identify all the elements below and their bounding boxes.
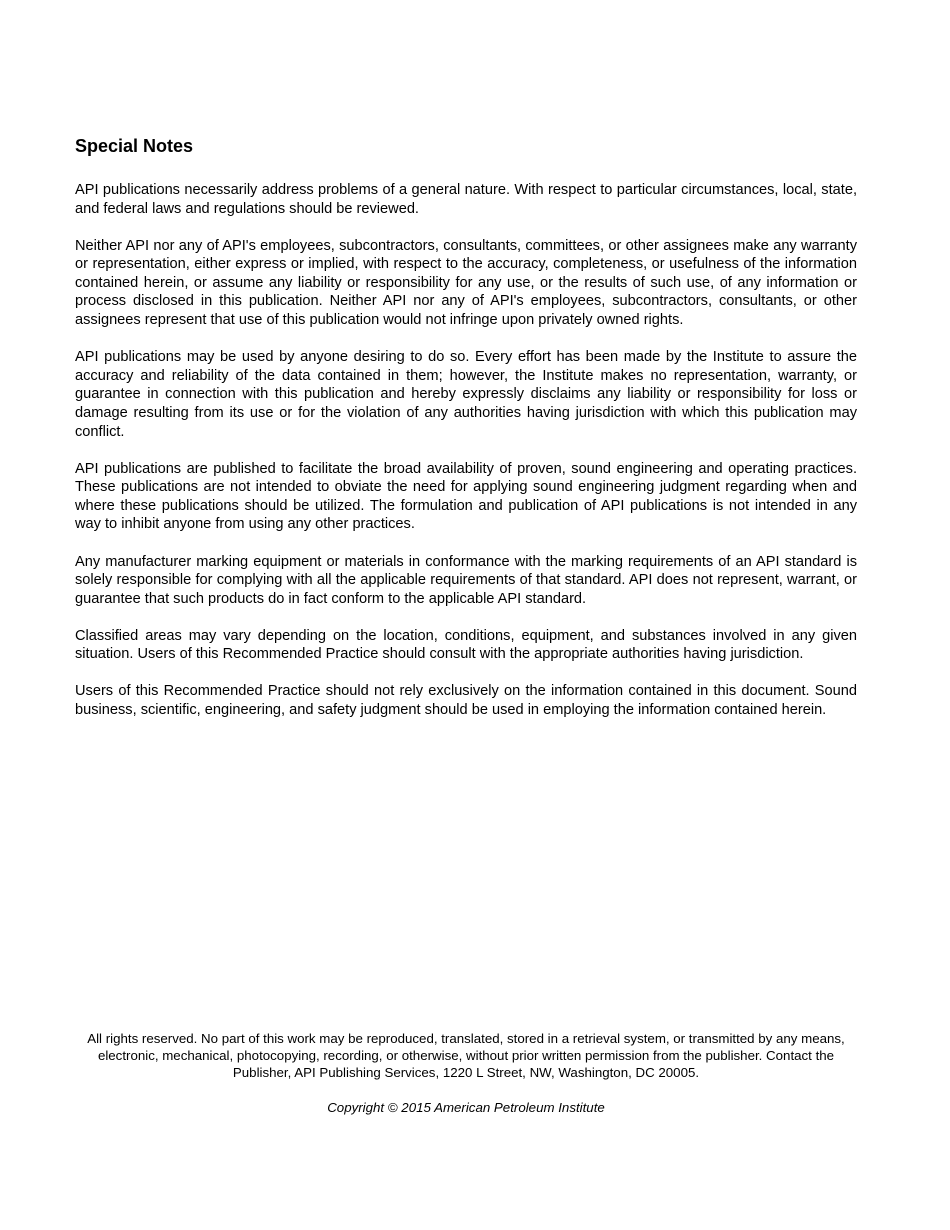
rights-reserved-notice	[70, 1030, 862, 1081]
rights-line-1: All rights reserved. No part of this work may be reproduced, translated, stored in a retrieval system, or transmitted by any means,	[87, 1031, 845, 1046]
paragraph-manufacturer-marking: Any manufacturer marking equipment or materials in conformance with the marking requirements of an API standard is solely responsible for complying with all the applicable requirements of that standard. API does not represent, warrant, or guarantee that such products do in fact conform to the applicable API standard.	[75, 553, 857, 607]
rights-line-2: electronic, mechanical, photocopying, recording, or otherwise, without prior written permission from the publisher. Contact the	[97, 1048, 835, 1063]
copyright-notice: Copyright © 2015 American Petroleum Institute	[327, 1100, 605, 1115]
paragraph-classified-areas: Classified areas may vary depending on the location, conditions, equipment, and substances involved in any given situation. Users of this Recommended Practice should consult with the appropriate authorities having jurisdiction.	[75, 627, 857, 663]
special-notes-body	[75, 181, 857, 738]
footer	[70, 1030, 862, 1116]
page-title: Special Notes	[75, 136, 194, 156]
paragraph-users-reliance: Users of this Recommended Practice should not rely exclusively on the information contained in this document. Sound business, scientific, engineering, and safety judgment should be used in employing the information contained herein.	[75, 683, 857, 719]
paragraph-general-nature: API publications necessarily address problems of a general nature. With respect to particular circumstances, local, state, and federal laws and regulations should be reviewed.	[75, 182, 857, 217]
rights-line-3: Publisher, API Publishing Services, 1220 L Street, NW, Washington, DC 20005.	[232, 1065, 700, 1080]
paragraph-no-warranty: Neither API nor any of API's employees, subcontractors, consultants, committees, or other assignees make any warranty or representation, either express or implied, with respect to the accuracy, completeness, or usefulness of the information contained herein, or assume any liability or responsibility for any use, or the results of such use, of any information or process disclosed in this publication. Neither API nor any of API's employees, subcontractors, consultants, or other assignees represent that use of this publication would not infringe upon privately owned rights.	[75, 237, 857, 329]
paragraph-broad-availability: API publications are published to facilitate the broad availability of proven, sound engineering and operating practices. These publications are not intended to obviate the need for applying sound engineering judgment regarding when and where these publications should be utilized. The formulation and publication of API publications is not intended in any way to inhibit anyone from using any other practices.	[75, 460, 857, 533]
paragraph-use-by-anyone: API publications may be used by anyone desiring to do so. Every effort has been made by the Institute to assure the accuracy and reliability of the data contained in them; however, the Institute makes no representation, warranty, or guarantee in connection with this publication and hereby expressly disclaims any liability or responsibility for loss or damage resulting from its use or for the violation of any authorities having jurisdiction with which this publication may conflict.	[75, 349, 857, 440]
